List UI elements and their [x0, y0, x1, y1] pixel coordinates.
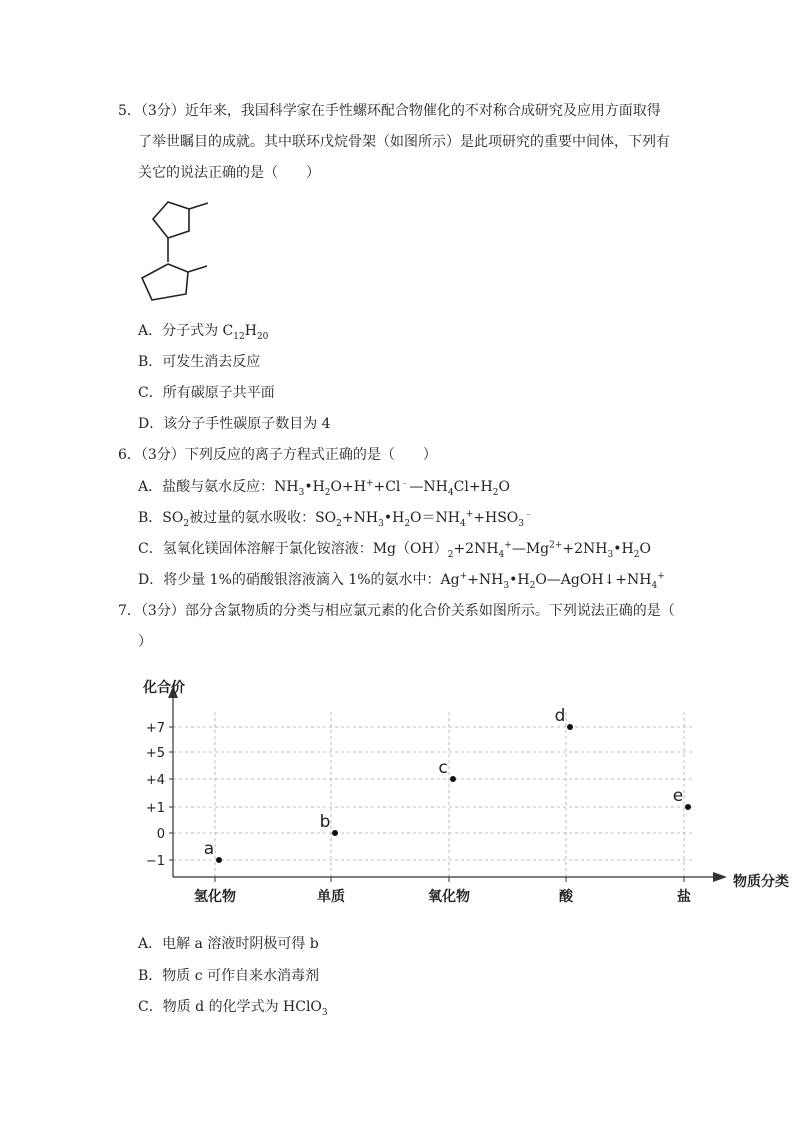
x-category-label: 酸: [559, 889, 573, 905]
q6-option-d: D．将少量 1%的硝酸银溶液滴入 1%的氨水中：$Ag^++NH_3•H_2O—AgOH↓+NH_4^+$: [138, 571, 665, 591]
x-category-label: 氢化物: [194, 889, 236, 905]
y-tick-label: −1: [145, 854, 165, 869]
q5-option-d: D．该分子手性碳原子数目为 4: [138, 416, 331, 432]
q5-stem-line-3: 关它的说法正确的是（ ）: [138, 165, 320, 181]
x-category-label: 氧化物: [428, 889, 470, 905]
q6-option-c: C．氢氧化镁固体溶解于氯化铵溶液：$Mg(OH)_2+2NH_4^+—Mg^{2+}+2NH_3•H_2O$: [138, 540, 651, 560]
x-category-label: 盐: [677, 889, 691, 905]
q5-option-b: B．可发生消去反应: [138, 354, 261, 370]
y-tick-label: +5: [145, 746, 165, 761]
y-tick-label: +4: [145, 773, 165, 788]
data-point-label-e: e: [672, 786, 684, 806]
data-point-b: [332, 830, 338, 836]
data-point-c: [450, 776, 456, 782]
data-point-e: [685, 804, 691, 810]
q5-option-c: C．所有碳原子共平面: [138, 385, 275, 401]
x-axis-arrow: [713, 872, 727, 882]
q5-stem-line-1: 5．（3分）近年来，我国科学家在手性螺环配合物催化的不对称合成研究及应用方面取得: [118, 103, 661, 119]
q7-stem-line-1: 7．（3分）部分含氯物质的分类与相应氯元素的化合价关系如图所示。下列说法正确的是（: [118, 603, 675, 619]
q6-option-a: A．盐酸与氨水反应：$NH_3•H_2O+H^++Cl^﹣—NH_4Cl+H_2O$: [138, 478, 510, 498]
bicyclopentane-structure-lower: [130, 192, 220, 312]
data-point-d: [567, 724, 573, 730]
valence-category-chart: [135, 672, 794, 912]
q7-option-a: A．电解 a 溶液时阴极可得 b: [138, 936, 319, 952]
data-point-a: [216, 857, 222, 863]
data-point-label-a: a: [203, 839, 215, 859]
q5-stem-line-2: 了举世瞩目的成就。其中联环戊烷骨架（如图所示）是此项研究的重要中间体，下列有: [138, 134, 670, 150]
q7-option-b: B．物质 c 可作自来水消毒剂: [138, 968, 320, 984]
data-point-label-c: c: [438, 758, 448, 778]
x-category-label: 单质: [317, 889, 345, 905]
q5-option-a: A．分子式为 $C_{12}H_{20}$: [138, 323, 269, 342]
y-tick-label: +1: [145, 801, 165, 816]
data-point-label-d: d: [554, 706, 566, 726]
x-axis-label: 物质分类: [733, 874, 789, 890]
y-axis-label: 化合价: [143, 680, 185, 696]
y-tick-label: 0: [156, 827, 165, 842]
q7-option-c: C．物质 d 的化学式为 HClO$_3$: [138, 999, 328, 1018]
q6-stem: 6．（3分）下列反应的离子方程式正确的是（ ）: [118, 447, 437, 463]
y-tick-label: +7: [145, 721, 165, 736]
q7-stem-line-2: ）: [138, 634, 152, 650]
data-point-label-b: b: [319, 812, 331, 832]
q6-option-b: B．$SO_2$被过量的氨水吸收：$SO_2+NH_3•H_2O=NH_4^++HSO_3^﹣$: [138, 509, 534, 529]
